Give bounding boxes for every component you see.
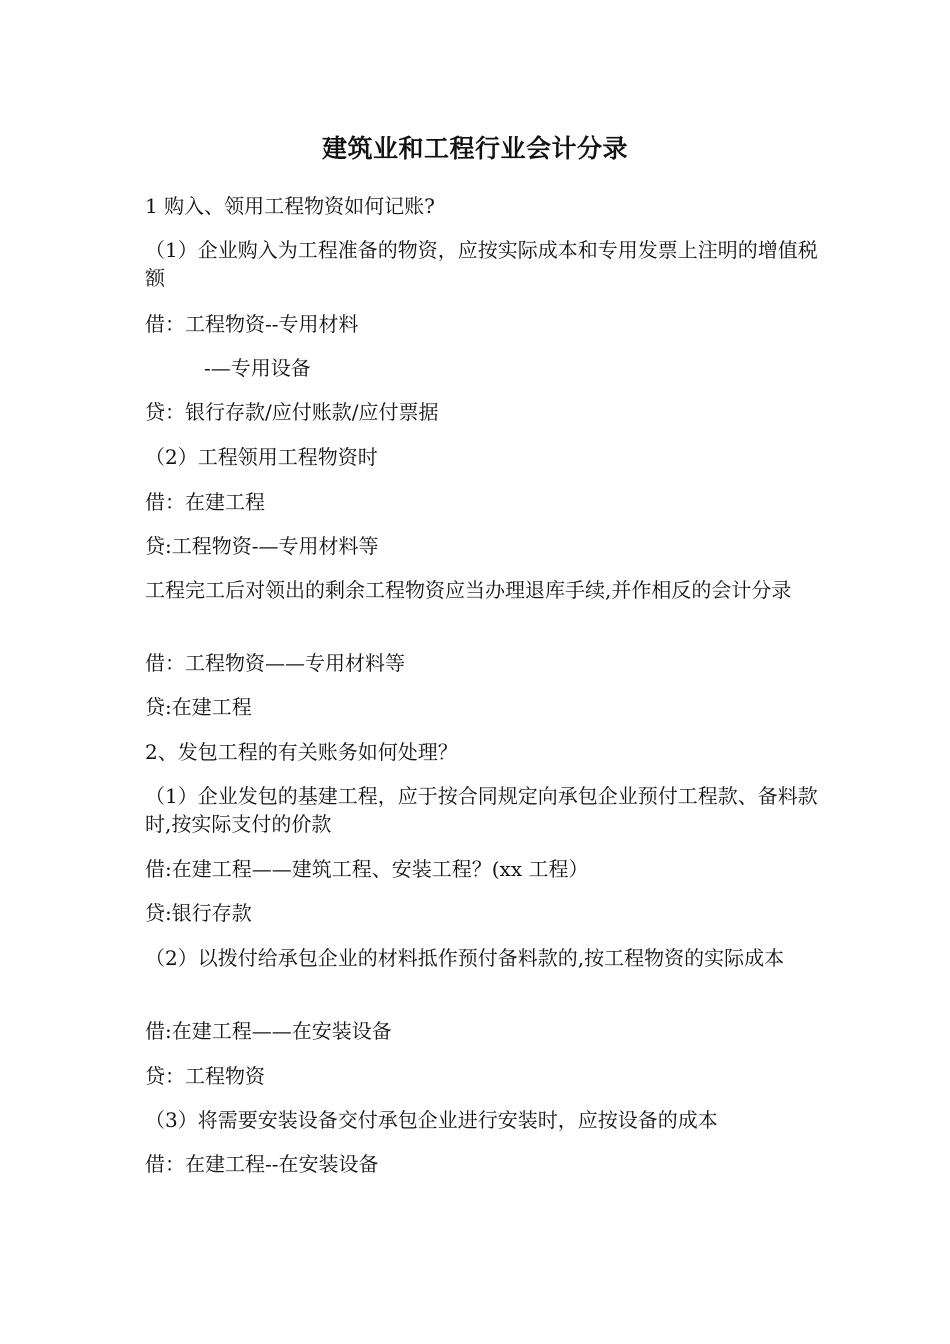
entry-credit: 贷:工程物资-—专用材料等 [145, 534, 379, 558]
entry-debit: 借：工程物资--专用材料 [145, 312, 359, 336]
paragraph: （2）以拨付给承包企业的材料抵作预付备料款的,按工程物资的实际成本 [145, 946, 785, 970]
section-heading-1: 1 购入、领用工程物资如何记账? [145, 194, 435, 218]
paragraph: （1）企业购入为工程准备的物资，应按实际成本和专用发票上注明的增值税额 [145, 238, 818, 290]
paragraph: （3）将需要安装设备交付承包企业进行安装时，应按设备的成本 [145, 1108, 718, 1132]
entry-debit: 借：工程物资——专用材料等 [145, 651, 405, 675]
entry-debit: 借：在建工程--在安装设备 [145, 1152, 379, 1176]
entry-credit: 贷:银行存款 [145, 901, 252, 925]
paragraph: 工程完工后对领出的剩余工程物资应当办理退库手续,并作相反的会计分录 [145, 578, 792, 602]
entry-credit: 贷:在建工程 [145, 695, 252, 719]
entry-debit: 借：在建工程 [145, 490, 265, 514]
entry-credit: 贷：银行存款/应付账款/应付票据 [145, 400, 439, 424]
page-title: 建筑业和工程行业会计分录 [321, 134, 628, 163]
entry-credit: 贷：工程物资 [145, 1064, 265, 1088]
entry-debit: 借:在建工程——在安装设备 [145, 1019, 392, 1043]
paragraph: （1）企业发包的基建工程，应于按合同规定向承包企业预付工程款、备料款时,按实际支付的价款 [145, 784, 818, 836]
entry-debit: 借:在建工程——建筑工程、安装工程？(xx 工程） [145, 857, 589, 881]
entry-debit-sub: -—专用设备 [204, 356, 311, 380]
section-heading-2: 2、发包工程的有关账务如何处理？ [145, 740, 458, 764]
paragraph: （2）工程领用工程物资时 [145, 445, 378, 469]
